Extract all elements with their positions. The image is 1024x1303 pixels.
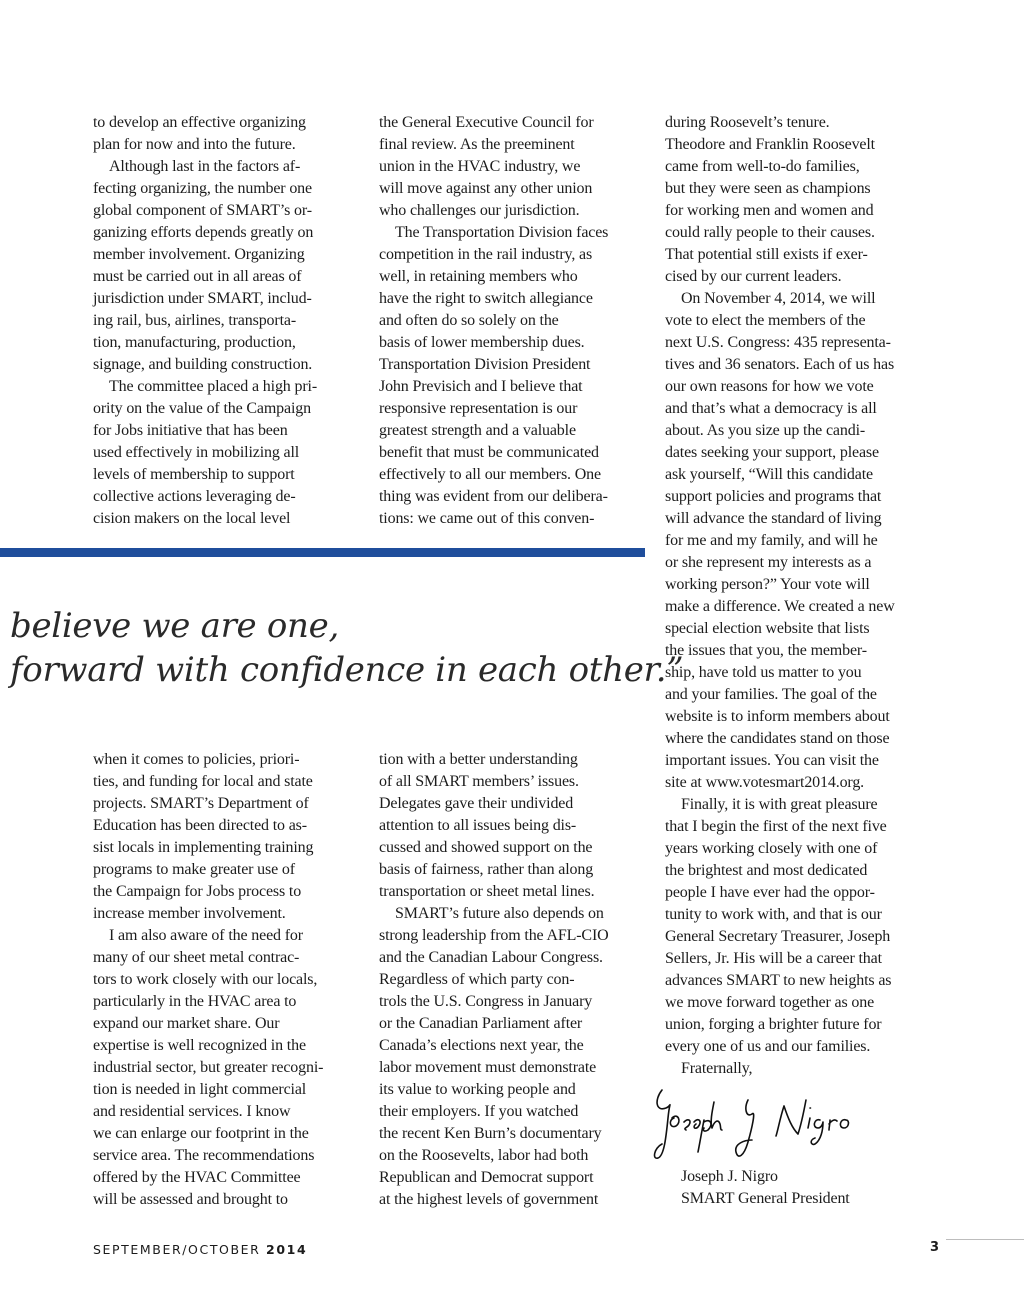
text-line: the General Executive Council for	[379, 114, 594, 131]
text-line: will move against any other union	[379, 180, 593, 197]
text-line: signage, and building construction.	[93, 356, 313, 373]
text-line: effectively to all our members. One	[379, 466, 601, 483]
text-line: well, in retaining members who	[379, 268, 578, 285]
text-line: union, forging a brighter future for	[665, 1016, 882, 1033]
text-line: thing was evident from our delibera-	[379, 488, 608, 505]
text-line: could rally people to their causes.	[665, 224, 875, 241]
text-line: must be carried out in all areas of	[93, 268, 302, 285]
text-line: for me and my family, and will he	[665, 532, 878, 549]
text-line: tions: we came out of this conven-	[379, 510, 595, 527]
text-line: and that’s what a democracy is all	[665, 400, 877, 417]
article-column-2-bottom	[379, 749, 641, 1211]
text-line: labor movement must demonstrate	[379, 1059, 597, 1076]
text-line: to develop an effective organizing	[93, 114, 306, 131]
text-line: we move forward together as one	[665, 994, 875, 1011]
text-line: programs to make greater use of	[93, 861, 295, 878]
issue-date	[93, 1242, 307, 1257]
text-line: the issues that you, the member-	[665, 642, 867, 659]
text-line: make a difference. We created a new	[665, 598, 895, 615]
text-line: at the highest levels of government	[379, 1191, 599, 1208]
text-line: global component of SMART’s or-	[93, 202, 312, 219]
text-line: its value to working people and	[379, 1081, 576, 1098]
signatory-title: SMART General President	[681, 1190, 850, 1207]
text-line: particularly in the HVAC area to	[93, 993, 297, 1010]
issue-month: SEPTEMBER/OCTOBER	[93, 1242, 267, 1257]
text-line: and residential services. I know	[93, 1103, 291, 1120]
text-line: ority on the value of the Campaign	[93, 400, 311, 417]
text-line: advances SMART to new heights as	[665, 972, 892, 989]
text-line: fecting organizing, the number one	[93, 180, 312, 197]
signatory-name: Joseph J. Nigro	[681, 1168, 778, 1185]
text-line: will be assessed and brought to	[93, 1191, 288, 1208]
article-column-3	[665, 112, 927, 1080]
text-line: support policies and programs that	[665, 488, 882, 505]
signature-image	[648, 1078, 888, 1170]
text-line: final review. As the preeminent	[379, 136, 575, 153]
text-line: next U.S. Congress: 435 representa-	[665, 334, 891, 351]
text-line: their employers. If you watched	[379, 1103, 579, 1120]
text-line: site at www.votesmart2014.org.	[665, 774, 865, 791]
text-line: competition in the rail industry, as	[379, 246, 593, 263]
text-line: where the candidates stand on those	[665, 730, 890, 747]
text-line: Sellers, Jr. His will be a career that	[665, 950, 882, 967]
text-line: or she represent my interests as a	[665, 554, 872, 571]
text-line: many of our sheet metal contrac-	[93, 949, 300, 966]
text-line: basis of fairness, rather than along	[379, 861, 594, 878]
text-line: we can enlarge our footprint in the	[93, 1125, 309, 1142]
text-line: the brightest and most dedicated	[665, 862, 868, 879]
text-line: plan for now and into the future.	[93, 136, 296, 153]
article-column-2-top	[379, 112, 641, 530]
article-column-1-bottom	[93, 749, 355, 1211]
text-line: benefit that must be communicated	[379, 444, 599, 461]
pull-quote-line-1: believe we are one,	[10, 606, 339, 646]
text-line: transportation or sheet metal lines.	[379, 883, 595, 900]
text-line: when it comes to policies, priori-	[93, 751, 300, 768]
page-number: 3	[930, 1240, 940, 1255]
text-line: dates seeking your support, please	[665, 444, 879, 461]
text-line: Republican and Democrat support	[379, 1169, 594, 1186]
text-line: union in the HVAC industry, we	[379, 158, 581, 175]
text-line: SMART’s future also depends on	[395, 905, 604, 922]
text-line: levels of membership to support	[93, 466, 295, 483]
text-line: have the right to switch allegiance	[379, 290, 593, 307]
text-line: greatest strength and a valuable	[379, 422, 576, 439]
text-line: service area. The recommendations	[93, 1147, 315, 1164]
text-line: Theodore and Franklin Roosevelt	[665, 136, 875, 153]
text-line: ing rail, bus, airlines, transporta-	[93, 312, 296, 329]
text-line: That potential still exists if exer-	[665, 246, 868, 263]
text-line: projects. SMART’s Department of	[93, 795, 309, 812]
text-line: special election website that lists	[665, 620, 870, 637]
text-line: Delegates gave their undivided	[379, 795, 574, 812]
text-line: of all SMART members’ issues.	[379, 773, 579, 790]
text-line: collective actions leveraging de-	[93, 488, 296, 505]
issue-year: 2014	[266, 1242, 308, 1257]
text-line: tunity to work with, and that is our	[665, 906, 882, 923]
text-line: The committee placed a high pri-	[109, 378, 318, 395]
text-line: tives and 36 senators. Each of us has	[665, 356, 895, 373]
text-line: working person?” Your vote will	[665, 576, 870, 593]
text-line: and the Canadian Labour Congress.	[379, 949, 603, 966]
text-line: Although last in the factors af-	[109, 158, 301, 175]
text-line: tion, manufacturing, production,	[93, 334, 296, 351]
pull-quote-line-2: forward with confidence in each other.”	[10, 650, 684, 690]
text-line: our own reasons for how we vote	[665, 378, 874, 395]
text-line: General Secretary Treasurer, Joseph	[665, 928, 891, 945]
text-line: every one of us and our families.	[665, 1038, 871, 1055]
text-line: cision makers on the local level	[93, 510, 291, 527]
text-line: and often do so solely on the	[379, 312, 559, 329]
text-line: that I begin the first of the next five	[665, 818, 887, 835]
text-line: came from well-to-do families,	[665, 158, 860, 175]
text-line: sist locals in implementing training	[93, 839, 314, 856]
text-line: John Previsich and I believe that	[379, 378, 583, 395]
text-line: tion with a better understanding	[379, 751, 578, 768]
text-line: jurisdiction under SMART, includ-	[93, 290, 312, 307]
text-line: about. As you size up the candi-	[665, 422, 866, 439]
text-line: Fraternally,	[681, 1060, 753, 1077]
text-line: or the Canadian Parliament after	[379, 1015, 583, 1032]
text-line: trols the U.S. Congress in January	[379, 993, 593, 1010]
text-line: during Roosevelt’s tenure.	[665, 114, 830, 131]
text-line: On November 4, 2014, we will	[681, 290, 876, 307]
text-line: ties, and funding for local and state	[93, 773, 313, 790]
text-line: responsive representation is our	[379, 400, 578, 417]
text-line: Transportation Division President	[379, 356, 591, 373]
text-line: strong leadership from the AFL-CIO	[379, 927, 609, 944]
text-line: for working men and women and	[665, 202, 874, 219]
text-line: Education has been directed to as-	[93, 817, 307, 834]
text-line: I am also aware of the need for	[109, 927, 303, 944]
text-line: for Jobs initiative that has been	[93, 422, 288, 439]
text-line: increase member involvement.	[93, 905, 286, 922]
text-line: ganizing efforts depends greatly on	[93, 224, 314, 241]
text-line: cussed and showed support on the	[379, 839, 593, 856]
text-line: the Campaign for Jobs process to	[93, 883, 302, 900]
text-line: who challenges our jurisdiction.	[379, 202, 580, 219]
text-line: basis of lower membership dues.	[379, 334, 585, 351]
text-line: ship, have told us matter to you	[665, 664, 862, 681]
text-line: will advance the standard of living	[665, 510, 882, 527]
article-column-1-top	[93, 112, 355, 530]
text-line: cised by our current leaders.	[665, 268, 842, 285]
text-line: used effectively in mobilizing all	[93, 444, 300, 461]
text-line: website is to inform members about	[665, 708, 890, 725]
text-line: member involvement. Organizing	[93, 246, 305, 263]
text-line: expertise is well recognized in the	[93, 1037, 306, 1054]
text-line: and your families. The goal of the	[665, 686, 877, 703]
text-line: but they were seen as champions	[665, 180, 871, 197]
text-line: attention to all issues being dis-	[379, 817, 577, 834]
text-line: on the Roosevelts, labor had both	[379, 1147, 589, 1164]
text-line: industrial sector, but greater recogni-	[93, 1059, 324, 1076]
section-divider	[0, 548, 645, 557]
text-line: people I have ever had the oppor-	[665, 884, 875, 901]
text-line: years working closely with one of	[665, 840, 878, 857]
text-line: the recent Ken Burn’s documentary	[379, 1125, 602, 1142]
text-line: expand our market share. Our	[93, 1015, 280, 1032]
footer-divider	[946, 1239, 1024, 1240]
text-line: tors to work closely with our locals,	[93, 971, 318, 988]
text-line: Regardless of which party con-	[379, 971, 575, 988]
text-line: The Transportation Division faces	[395, 224, 609, 241]
text-line: vote to elect the members of the	[665, 312, 866, 329]
text-line: offered by the HVAC Committee	[93, 1169, 301, 1186]
text-line: important issues. You can visit the	[665, 752, 879, 769]
signature-block	[681, 1166, 943, 1210]
text-line: Finally, it is with great pleasure	[681, 796, 878, 813]
text-line: ask yourself, “Will this candidate	[665, 466, 873, 483]
text-line: Canada’s elections next year, the	[379, 1037, 584, 1054]
text-line: tion is needed in light commercial	[93, 1081, 307, 1098]
